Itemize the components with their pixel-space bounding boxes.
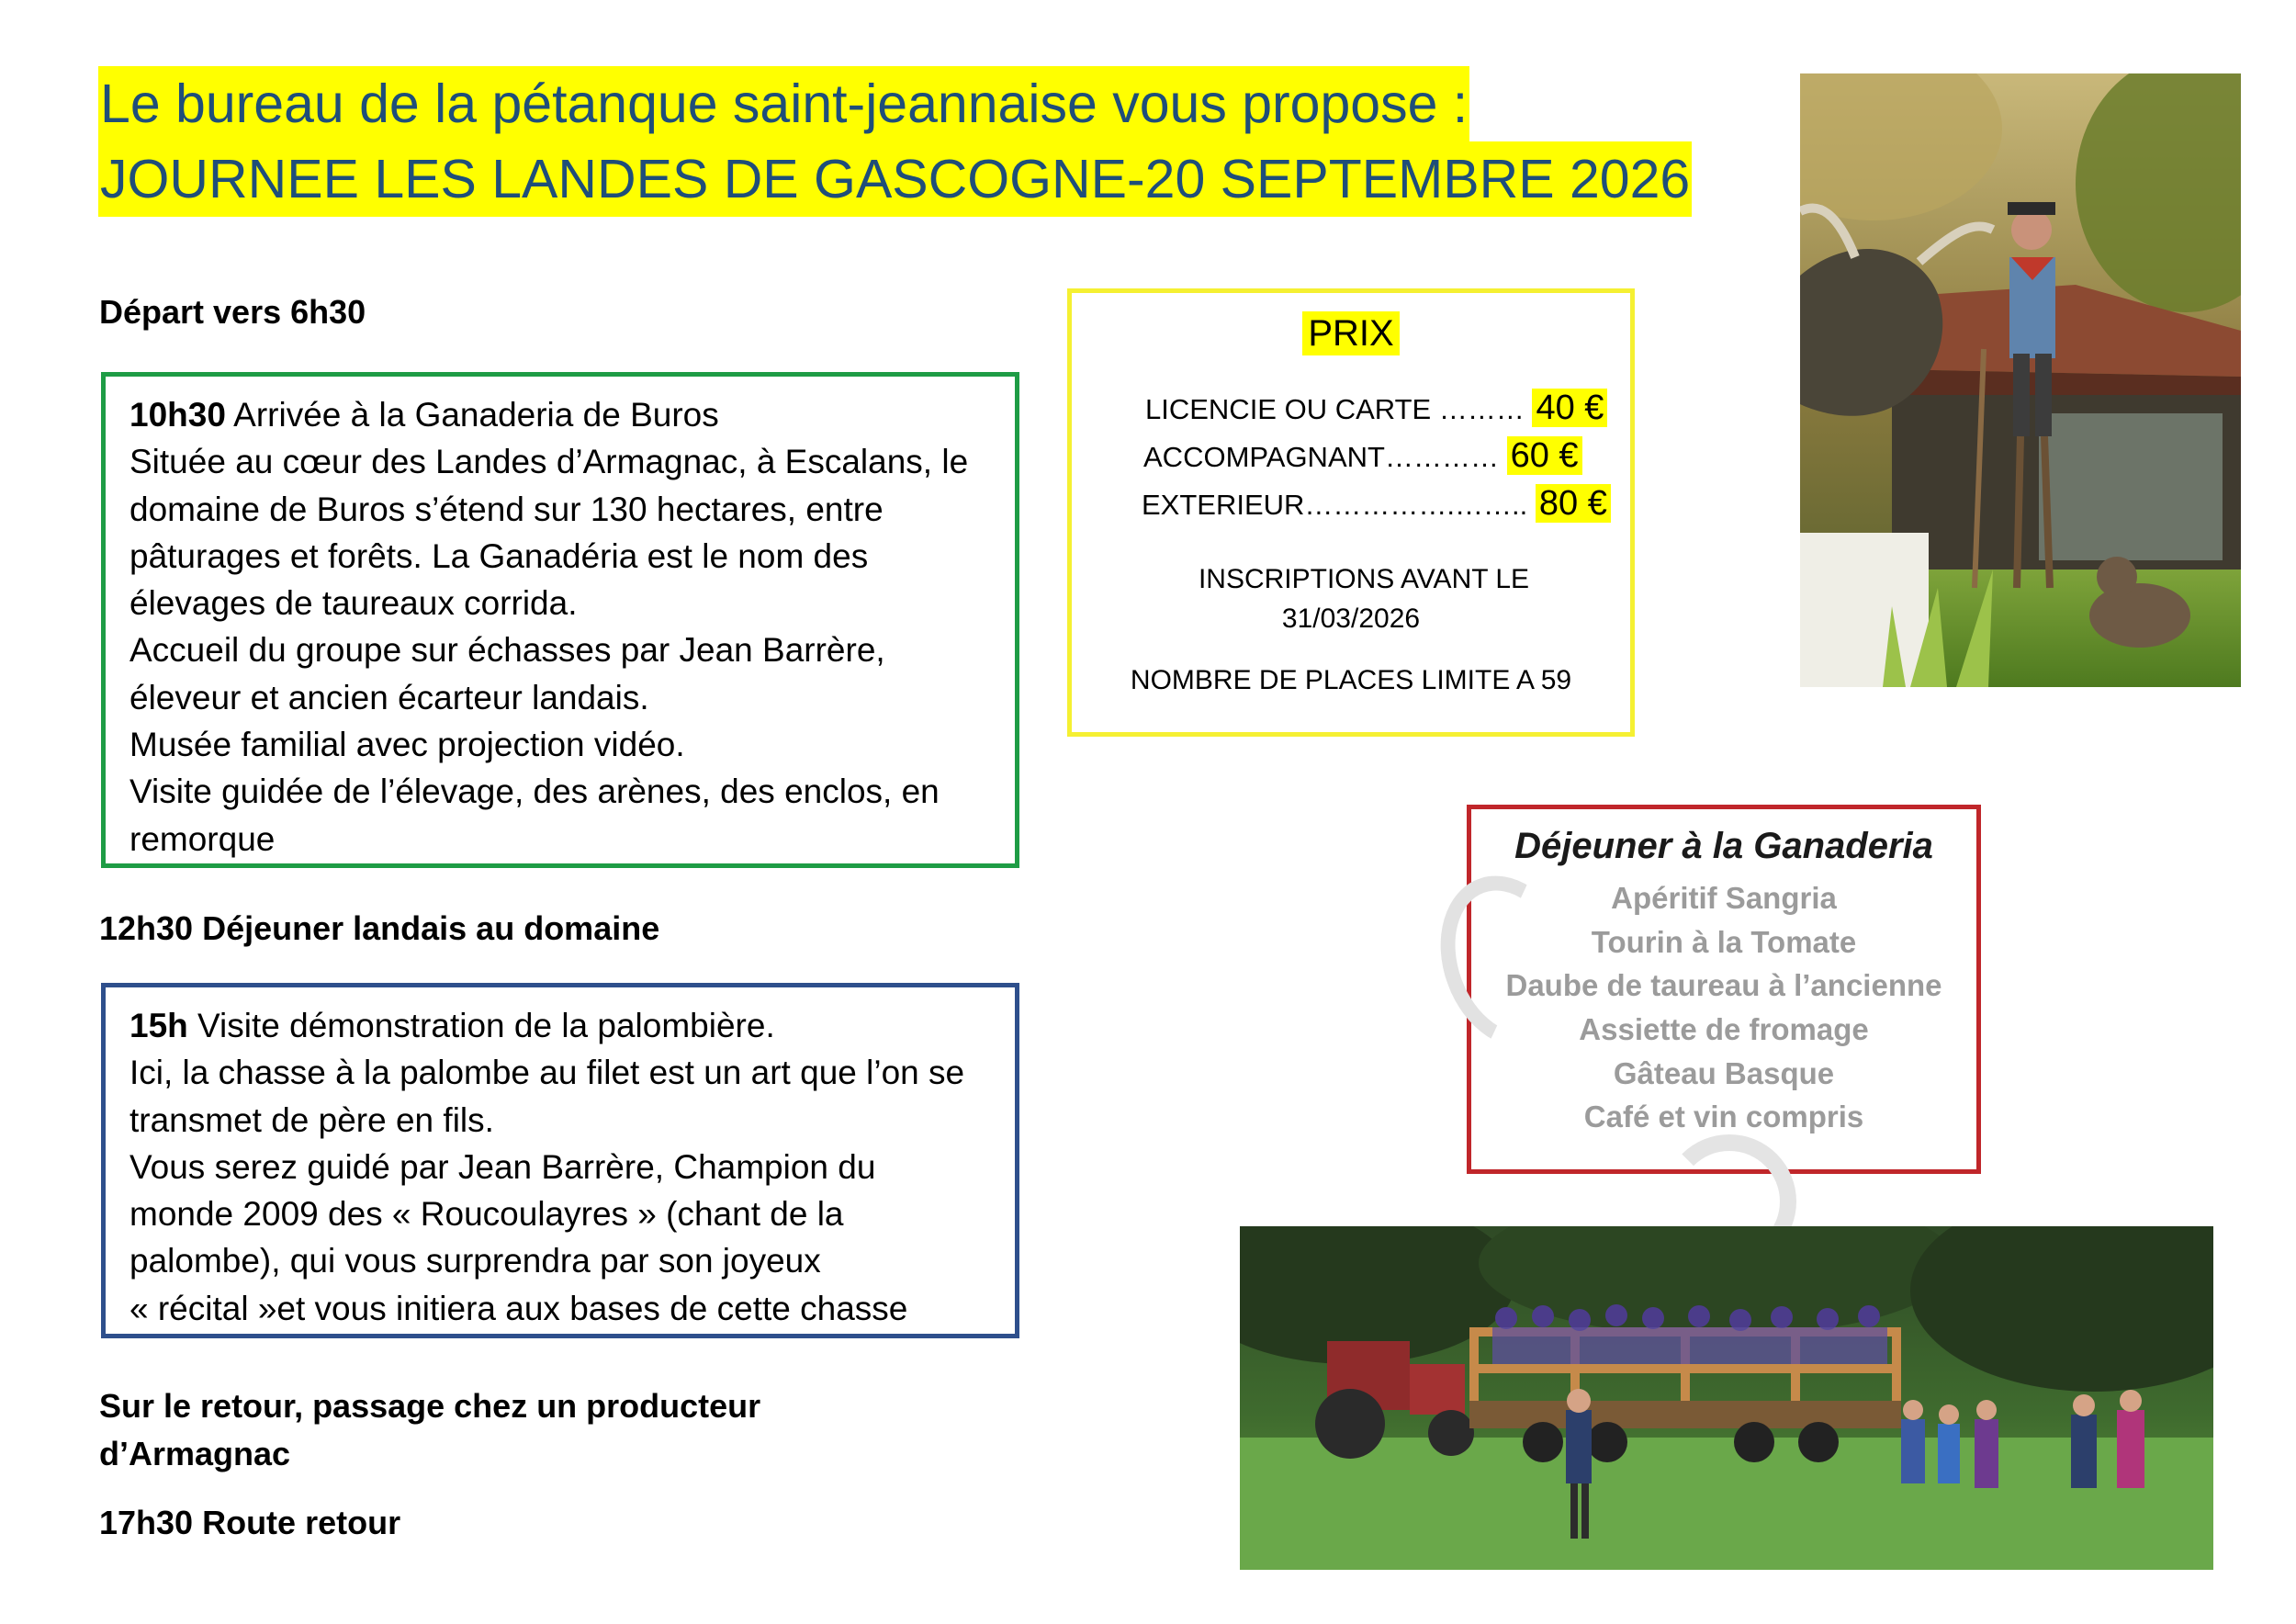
menu-item: Tourin à la Tomate: [1591, 925, 1857, 959]
title-line-1: Le bureau de la pétanque saint-jeannaise vous propose :: [98, 66, 1469, 141]
box2-time: 15h: [129, 1007, 188, 1044]
box1-heading: Arrivée à la Ganaderia de Buros: [225, 396, 719, 434]
price-label: LICENCIE OU CARTE ………: [1145, 393, 1525, 425]
box1-first-line: [129, 391, 991, 438]
inscriptions-line-1: INSCRIPTIONS AVANT LE: [1198, 564, 1530, 594]
box1-line: élevages de taureaux corrida.: [129, 584, 578, 623]
menu-item: Apéritif Sangria: [1611, 881, 1837, 915]
box1-line: Visite guidée de l’élevage, des arènes, des enclos, en: [129, 773, 940, 811]
photo-stilt-walker-image: [1800, 73, 2241, 687]
departure-time: Départ vers 6h30: [99, 293, 366, 331]
palombiere-box: [101, 983, 1019, 1338]
inscriptions-date: 31/03/2026: [1281, 603, 1421, 634]
box2-line: palombe), qui vous surprendra par son joyeux: [129, 1242, 821, 1280]
price-value: 80 €: [1536, 484, 1611, 523]
box2-line: « récital »et vous initiera aux bases de cette chasse: [129, 1289, 908, 1327]
box1-time: 10h30: [129, 396, 226, 434]
menu-item: Daube de taureau à l’ancienne: [1505, 968, 1942, 1002]
box2-line: Vous serez guidé par Jean Barrère, Champion du: [129, 1147, 876, 1186]
box2-line: monde 2009 des « Roucoulayres » (chant de la: [129, 1195, 844, 1234]
box1-line: remorque: [129, 819, 276, 858]
menu-item: Café et vin compris: [1583, 1100, 1864, 1133]
price-value: 40 €: [1532, 389, 1607, 427]
menu-title: Déjeuner à la Ganaderia: [1514, 826, 1933, 866]
box2-first-line: [129, 1002, 991, 1049]
title-line-2: JOURNEE LES LANDES DE GASCOGNE-20 SEPTEMBRE 2026: [98, 141, 1692, 217]
places-limit: NOMBRE DE PLACES LIMITE A 59: [1130, 665, 1572, 695]
price-label: EXTERIEUR…………….……..: [1142, 489, 1528, 521]
price-box: [1067, 288, 1635, 737]
arrival-ganaderia-box: [101, 372, 1019, 868]
photo-wagon-ride-image: [1240, 1226, 2213, 1570]
price-row-accompagnant: [1143, 432, 1582, 481]
box1-line: Située au cœur des Landes d’Armagnac, à Escalans, le: [129, 443, 969, 481]
photo-stilt-walker: [1800, 73, 2241, 687]
box2-line: Ici, la chasse à la palombe au filet est un art que l’on se: [129, 1054, 965, 1092]
lunch-line: 12h30 Déjeuner landais au domaine: [99, 909, 660, 947]
menu-item: Assiette de fromage: [1579, 1012, 1869, 1046]
menu-item: Gâteau Basque: [1613, 1056, 1835, 1090]
price-row-licencie: [1145, 384, 1607, 434]
return-producer-line-2: d’Armagnac: [99, 1435, 291, 1472]
price-title: [1072, 313, 1630, 355]
photo-wagon-ride: [1240, 1226, 2213, 1570]
page-title: [98, 66, 1692, 217]
box1-line: domaine de Buros s’étend sur 130 hectares, entre: [129, 490, 884, 528]
price-label: ACCOMPAGNANT…………: [1143, 441, 1499, 473]
box1-line: Musée familial avec projection vidéo.: [129, 726, 685, 764]
box1-line: Accueil du groupe sur échasses par Jean Barrère,: [129, 631, 885, 670]
box1-line: éleveur et ancien écarteur landais.: [129, 678, 649, 716]
box1-line: pâturages et forêts. La Ganadéria est le nom des: [129, 536, 869, 575]
menu-box: [1467, 805, 1981, 1174]
price-title-text: PRIX: [1302, 311, 1399, 355]
box2-heading: Visite démonstration de la palombière.: [187, 1007, 775, 1044]
box2-line: transmet de père en fils.: [129, 1100, 494, 1139]
return-route: 17h30 Route retour: [99, 1504, 401, 1541]
return-producer-line-1: Sur le retour, passage chez un producteur: [99, 1387, 761, 1425]
price-value: 60 €: [1507, 436, 1582, 475]
price-row-exterieur: [1142, 479, 1611, 529]
